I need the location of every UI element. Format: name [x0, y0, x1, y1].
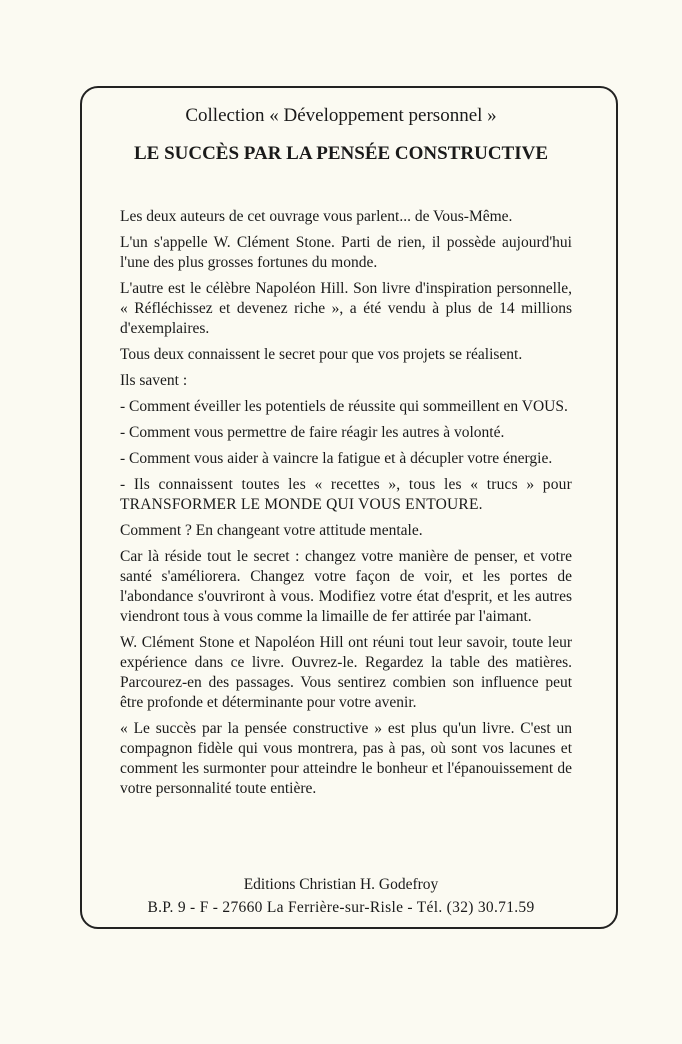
paragraph-intro: Les deux auteurs de cet ouvrage vous parlent... de Vous-Même.	[120, 208, 513, 225]
back-cover-text	[120, 207, 572, 805]
list-item-volonte: - Comment vous permettre de faire réagir les autres à volonté.	[120, 424, 505, 441]
paragraph-ils-savent: Ils savent :	[120, 372, 188, 389]
publisher-address: B.P. 9 - F - 27660 La Ferrière-sur-Risle - Tél. (32) 30.71.59	[147, 899, 535, 916]
collection-label: Collection « Développement personnel »	[185, 105, 497, 126]
publisher-name: Editions Christian H. Godefroy	[243, 876, 439, 893]
paragraph-hill: L'autre est le célèbre Napoléon Hill. Son livre d'inspiration personnelle, « Réfléchissez et devenez riche », a été vendu à plus de 14 millions d'exemplaires.	[120, 280, 572, 337]
paragraph-savoir: W. Clément Stone et Napoléon Hill ont réuni tout leur savoir, toute leur expérience dans ce livre. Ouvrez-le. Regardez la table des matières. Parcourez-en des passages. Vous sentirez combien son influence peut être profonde et déterminante pour votre avenir.	[120, 634, 572, 711]
list-item-potentiels: - Comment éveiller les potentiels de réussite qui sommeillent en VOUS.	[120, 398, 568, 415]
paragraph-compagnon: « Le succès par la pensée constructive » est plus qu'un livre. C'est un compagnon fidèle qui vous montrera, pas à pas, où sont vos lacunes et comment les surmonter pour atteindre le bonheur et l'épanouissement de votre personnalité toute entière.	[120, 720, 572, 797]
list-item-fatigue: - Comment vous aider à vaincre la fatigue et à décupler votre énergie.	[120, 450, 553, 467]
paragraph-car-la-reside: Car là réside tout le secret : changez votre manière de penser, et votre santé s'améliorera. Changez votre façon de voir, et les portes de l'abondance s'ouvriront à vous. Modifiez votre état d'esprit, et les autres viendront tous à vous comme la limaille de fer attirée par l'aimant.	[120, 548, 572, 625]
paragraph-stone: L'un s'appelle W. Clément Stone. Parti de rien, il possède aujourd'hui l'une des plus grosses fortunes du monde.	[120, 234, 572, 271]
paragraph-comment: Comment ? En changeant votre attitude mentale.	[120, 522, 423, 539]
list-item-recettes: - Ils connaissent toutes les « recettes », tous les « trucs » pour TRANSFORMER LE MONDE QUI VOUS ENTOURE.	[120, 476, 572, 513]
book-title: LE SUCCÈS PAR LA PENSÉE CONSTRUCTIVE	[133, 143, 549, 164]
paragraph-secret: Tous deux connaissent le secret pour que vos projets se réalisent.	[120, 346, 523, 363]
